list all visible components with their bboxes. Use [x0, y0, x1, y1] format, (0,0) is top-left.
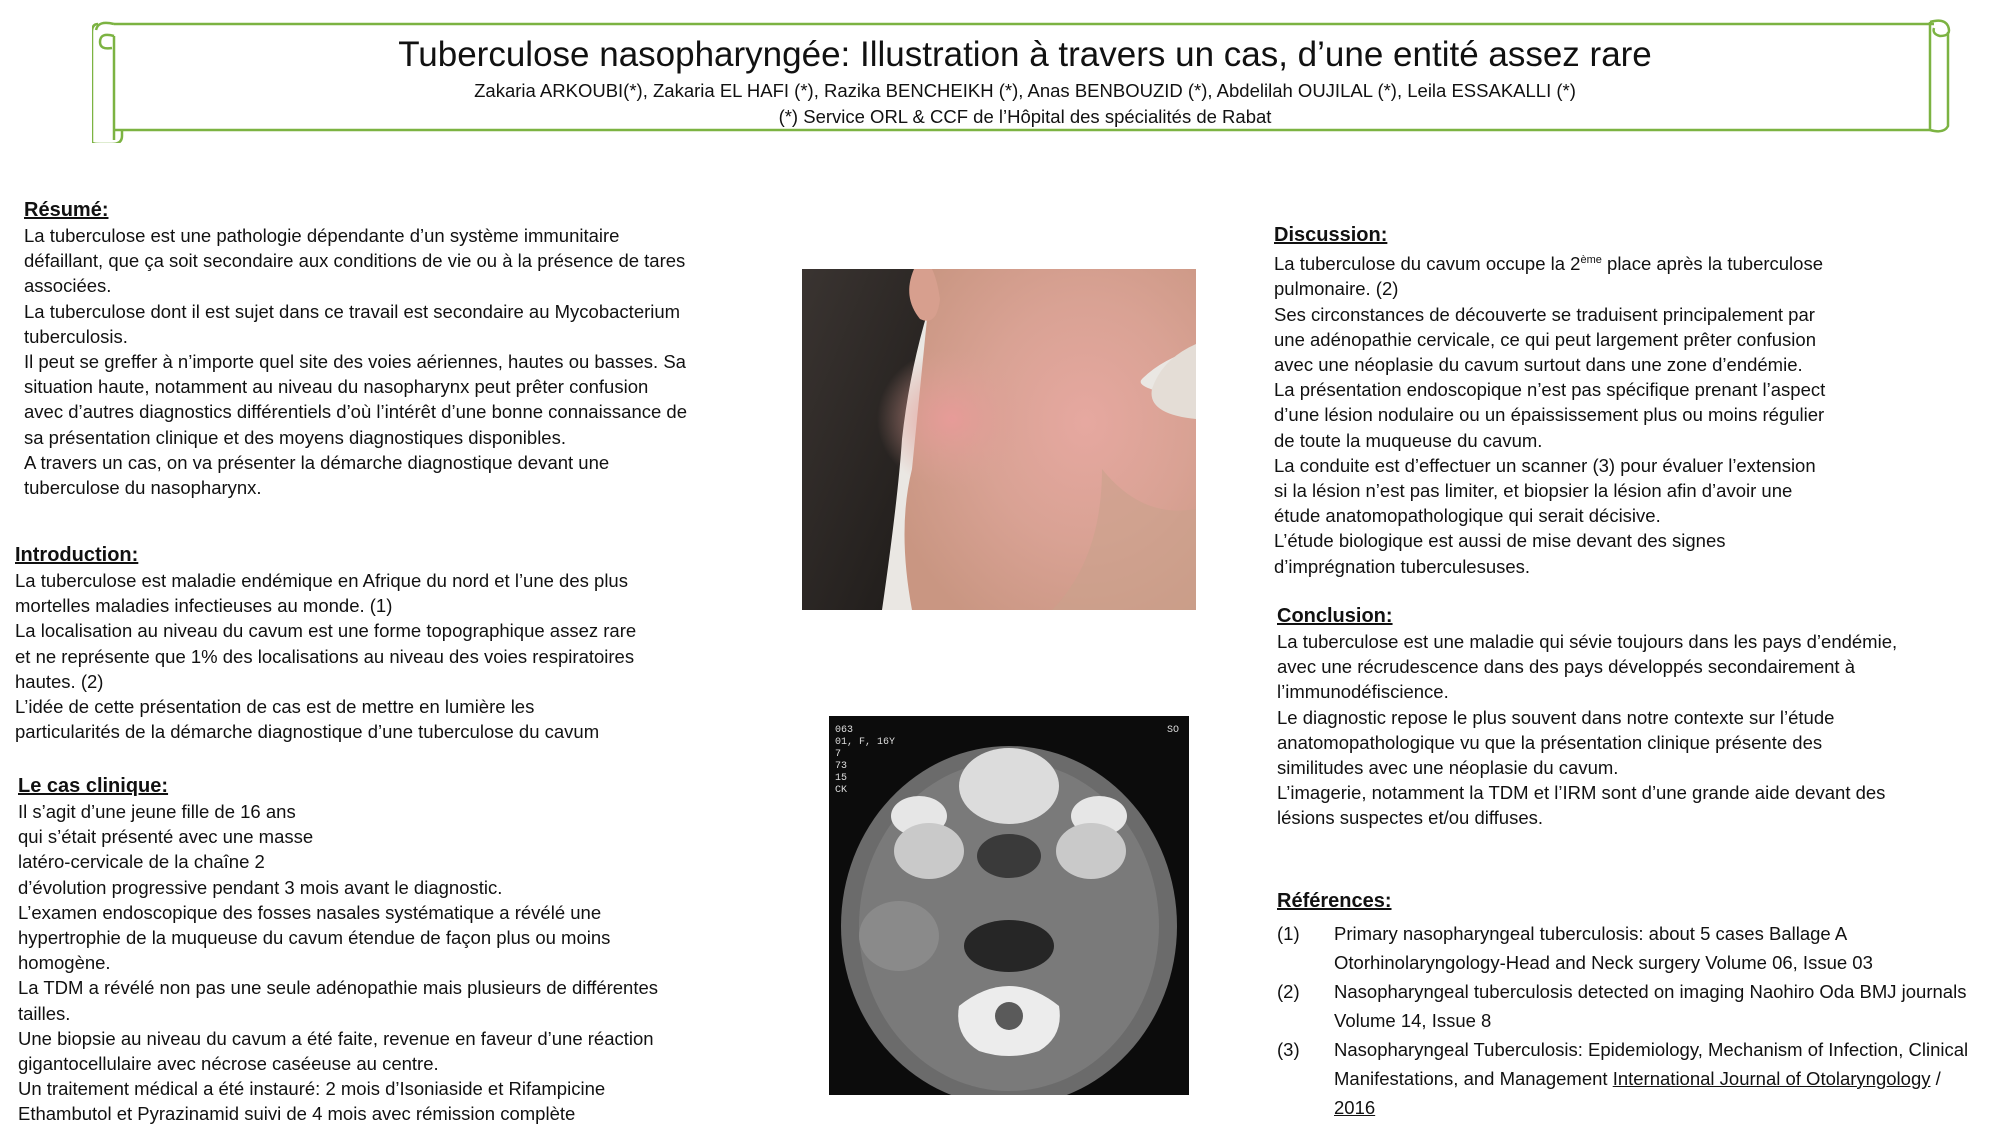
reference-text: Primary nasopharyngeal tuberculosis: about 5 cases Ballage A Otorhinolaryngology-Head and Neck surgery Volume 06, Issue 03 [1334, 923, 1873, 973]
svg-text:7: 7 [835, 749, 842, 760]
cas-clinique-heading: Le cas clinique: [18, 775, 169, 797]
neck-mass-photo [802, 269, 1196, 610]
reference-item [1277, 919, 1977, 977]
reference-text: Nasopharyngeal tuberculosis detected on imaging Naohiro Oda BMJ journals Volume 14, Issue 8 [1334, 981, 1967, 1031]
discussion-line1-post: place après la tuberculose [1601, 253, 1823, 275]
conclusion-heading: Conclusion: [1277, 605, 1393, 627]
resume-text: La tuberculose est une pathologie dépendante d’un système immunitaire défaillant, que ça soit secondaire aux conditions de vie ou à la présence de tares associées. La tuberculose dont il est sujet dans ce travail est secondaire au Mycobacterium tuberculosis. Il peut se greffer à n’importe quel site des voies aériennes, hautes ou basses. Sa situation haute, notamment au niveau du nasopharynx peut prêter confusion avec d’autres diagnostics différentiels d’où l’intérêt d’une bonne connaissance de sa présentation clinique et des moyens diagnostiques disponibles. A travers un cas, on va présenter la démarche diagnostique devant une tuberculose du nasopharynx. [24, 225, 688, 499]
discussion-section [1274, 222, 1964, 579]
reference-number: (2) [1277, 981, 1300, 1002]
discussion-heading: Discussion: [1274, 224, 1388, 246]
references-heading: Références: [1277, 890, 1392, 912]
conclusion-text: La tuberculose est une maladie qui sévie toujours dans les pays d’endémie, avec une récrudescence dans des pays développés secondairement à l’immunodéfiscience. Le diagnostic repose le plus souvent dans notre contexte sur l’étude anatomopathologique vu que la présentation clinique présente des similitudes avec une néoplasie du cavum. L’imagerie, notamment la TDM et l’IRM sont d’une grande aide devant des lésions suspectes et/ou diffuses. [1277, 631, 1898, 829]
resume-section [24, 197, 764, 500]
reference-item [1277, 977, 1977, 1035]
ct-label-top-right: SO [1167, 725, 1180, 736]
reference-item [1277, 1035, 1977, 1122]
svg-text:01, F, 16Y: 01, F, 16Y [835, 737, 896, 748]
svg-text:73: 73 [835, 761, 848, 772]
introduction-heading: Introduction: [15, 544, 139, 566]
svg-text:CK: CK [835, 785, 848, 796]
reference-number: (1) [1277, 923, 1300, 944]
reference-separator: / [1930, 1068, 1941, 1089]
ct-label-top-left: 063 [835, 725, 854, 736]
references-section [1277, 887, 1977, 1122]
affiliation: (*) Service ORL & CCF de l’Hôpital des spécialités de Rabat [778, 106, 1272, 127]
cas-clinique-text: Il s’agit d’une jeune fille de 16 ans qui s’était présenté avec une masse latéro-cervicale de la chaîne 2 d’évolution progressive pendant 3 mois avant le diagnostic. L’examen endoscopique des fosses nasales systématique a révélé une hypertrophie de la muqueuse du cavum étendue de façon plus ou moins homogène. La TDM a révélé non pas une seule adénopathie mais plusieurs de différentes tailles. Une biopsie au niveau du cavum a été faite, revenue en faveur d’une réaction gigantocellulaire avec nécrose caséeuse au centre. Un traitement médical a été instauré: 2 mois d’Isoniaside et Rifampicine Ethambutol et Pyrazinamid suivi de 4 mois avec rémission complète [18, 801, 659, 1125]
discussion-text: pulmonaire. (2) Ses circonstances de découverte se traduisent principalement par une adénopathie cervicale, ce qui peut largement prêter confusion avec une néoplasie du cavum surtout dans une zone d’endémie. La présentation endoscopique n’est pas spécifique prenant l’aspect d’une lésion nodulaire ou un épaississement plus ou moins régulier de toute la muqueuse du cavum. La conduite est d’effectuer un scanner (3) pour évaluer l’extension si la lésion n’est pas limiter, et biopsier la lésion afin d’avoir une étude anatomopathologique qui serait décisive. L’étude biologique est aussi de mise devant des signes d’imprégnation tuberculesuses. [1274, 278, 1826, 577]
year-link[interactable]: 2016 [1334, 1097, 1376, 1118]
conclusion-section [1277, 603, 1977, 831]
discussion-line1-pre: La tuberculose du cavum occupe la 2 [1274, 253, 1581, 275]
reference-number: (3) [1277, 1039, 1300, 1060]
author-list: Zakaria ARKOUBI(*), Zakaria EL HAFI (*), Razika BENCHEIKH (*), Anas BENBOUZID (*), Abdelilah OUJILAL (*), Leila ESSAKALLI (*) [474, 80, 1576, 101]
journal-link[interactable]: International Journal of Otolaryngology [1612, 1068, 1931, 1089]
cas-clinique-section [18, 773, 738, 1127]
introduction-section [15, 542, 715, 744]
ct-scan-image [829, 716, 1189, 1095]
poster-title: Tuberculose nasopharyngée: Illustration à travers un cas, d’une entité assez rare [398, 35, 1652, 74]
discussion-first-line [1274, 248, 1964, 276]
reference-text-container [1334, 1035, 1977, 1122]
poster-header [100, 32, 1950, 130]
svg-text:15: 15 [835, 773, 848, 784]
discussion-superscript: ème [1580, 254, 1602, 266]
reference-text: Nasopharyngeal Tuberculosis: Epidemiology, Mechanism of Infection, Clinical Manifestations, and Management [1334, 1039, 1969, 1089]
resume-heading: Résumé: [24, 199, 109, 221]
introduction-text: La tuberculose est maladie endémique en Afrique du nord et l’une des plus mortelles maladies infectieuses au monde. (1) La localisation au niveau du cavum est une forme topographique assez rare et ne représente que 1% des localisations au niveau des voies respiratoires hautes. (2) L’idée de cette présentation de cas est de mettre en lumière les particularités de la démarche diagnostique d’une tuberculose du cavum [15, 570, 637, 743]
